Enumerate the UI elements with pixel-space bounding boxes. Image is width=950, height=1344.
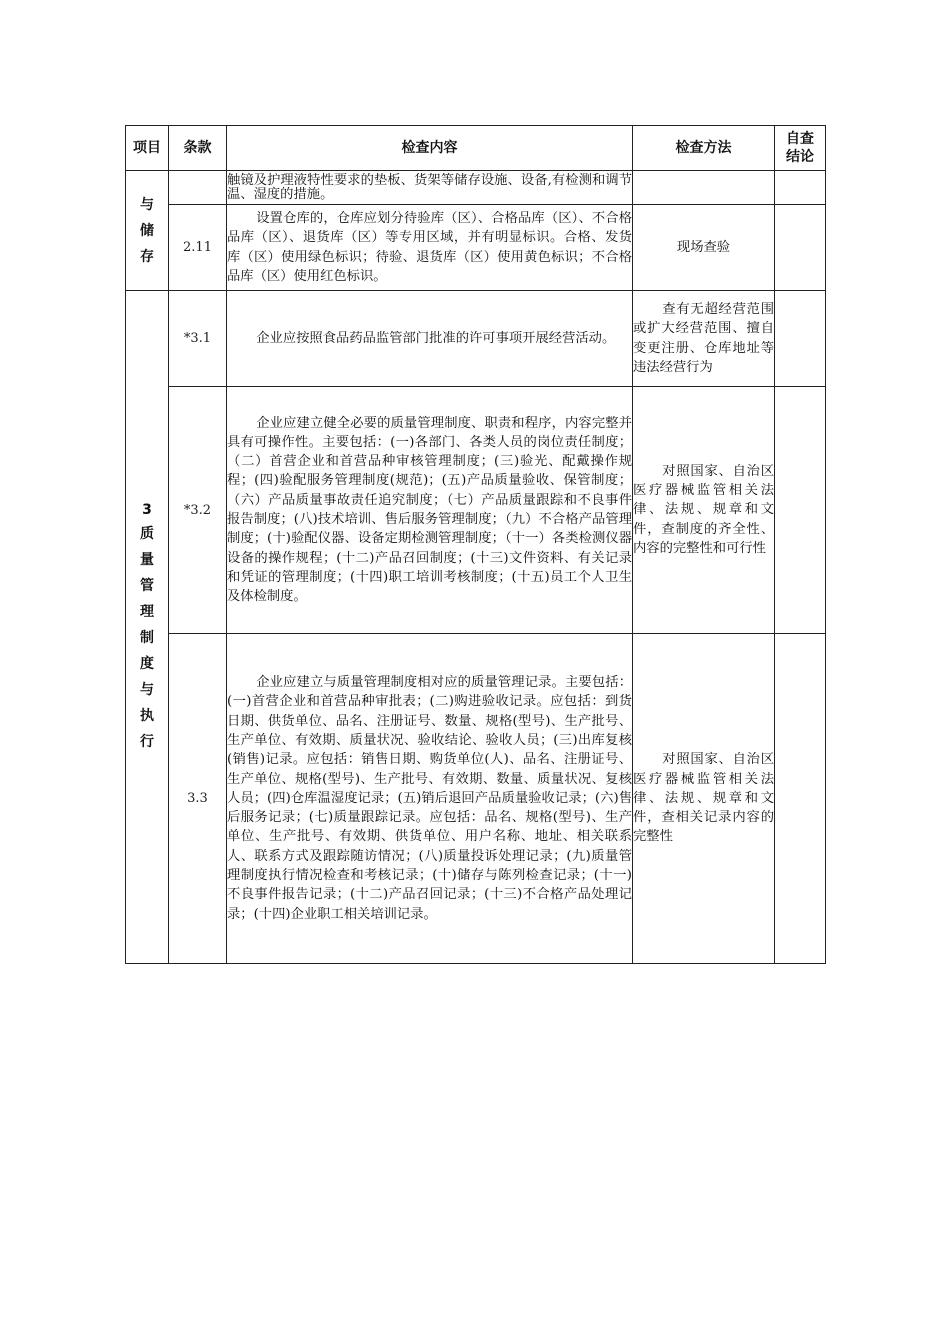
self-check-cell[interactable] xyxy=(775,291,826,387)
self-inspection-table xyxy=(125,125,826,964)
category-quality-number: 3 xyxy=(142,502,152,518)
method-cell xyxy=(633,171,775,205)
self-check-cell[interactable] xyxy=(775,171,826,205)
method-text: 对照国家、自治区医疗器械监管相关法律、法规、规章和文件，查制度的齐全性、内容的完整性和可行性 xyxy=(633,463,774,556)
table-row xyxy=(126,205,826,291)
method-text: 对照国家、自治区医疗器械监管相关法律、法规、规章和文件，查相关记录内容的完整性 xyxy=(633,752,774,845)
content-cell xyxy=(227,387,633,634)
header-item: 项目 xyxy=(126,126,169,171)
header-content: 检查内容 xyxy=(227,126,633,171)
self-check-cell[interactable] xyxy=(775,387,826,634)
content-text: 企业应建立健全必要的质量管理制度、职责和程序，内容完整并具有可操作性。主要包括：(一)各部门、各类人员的岗位责任制度；（二）首营企业和首营品种审核管理制度；(三)验光、配戴操作规程；(四)验配服务管理制度(规范)；(五)产品质量验收、保管制度；（六）产品质量事故责任追究制度；（七）产品质量跟踪和不良事件报告制度；(八)技术培训、售后服务管理制度；（九）不合格产品管理制度；(十)验配仪器、设备定期检测管理制度；（十一）各类检测仪器设备的操作规程；(十二)产品召回制度；(十三)文件资料、有关记录和凭证的管理制度；(十四)职工培训考核制度；(十五)员工个人卫生及体检制度。 xyxy=(227,415,632,605)
category-storage-label: 与储存 xyxy=(140,196,154,265)
self-check-cell[interactable] xyxy=(775,205,826,291)
header-self-check-line1: 自查 xyxy=(786,131,814,147)
clause-cell: 3.3 xyxy=(169,634,227,964)
clause-cell: 2.11 xyxy=(169,205,227,291)
method-cell: 现场查验 xyxy=(633,205,775,291)
content-cell xyxy=(227,205,633,291)
table-row xyxy=(126,387,826,634)
method-cell xyxy=(633,634,775,964)
content-text: 设置仓库的，仓库应划分待验库（区）、合格品库（区）、不合格品库（区）、退货库（区）等专用区域，并有明显标识。合格、发货库（区）使用绿色标识；待验、退货库（区）使用黄色标识；不合格品库（区）使用红色标识。 xyxy=(227,210,632,284)
header-self-check xyxy=(775,126,826,171)
content-cell: 触镜及护理液特性要求的垫板、货架等储存设施、设备,有检测和调节温、湿度的措施。 xyxy=(227,171,633,205)
header-row xyxy=(126,126,826,171)
category-storage xyxy=(126,171,169,291)
header-self-check-line2: 结论 xyxy=(786,149,814,165)
table-row xyxy=(126,171,826,205)
table-row xyxy=(126,291,826,387)
header-method: 检查方法 xyxy=(633,126,775,171)
method-cell xyxy=(633,291,775,387)
content-cell xyxy=(227,291,633,387)
clause-cell: *3.2 xyxy=(169,387,227,634)
self-check-cell[interactable] xyxy=(775,634,826,964)
content-text: 企业应建立与质量管理制度相对应的质量管理记录。主要包括：(一)首营企业和首营品种审批表；(二)购进验收记录。应包括：到货日期、供货单位、品名、注册证号、数量、规格(型号)、生产批号、生产单位、有效期、质量状况、验收结论、验收人员；(三)出库复核(销售)记录。应包括：销售日期、购货单位(人)、品名、注册证号、生产单位、规格(型号)、生产批号、有效期、数量、质量状况、复核人员；(四)仓库温湿度记录；(五)销后退回产品质量验收记录；(六)售后服务记录；(七)质量跟踪记录。应包括：品名、规格(型号)、生产单位、生产批号、有效期、供货单位、用户名称、地址、相关联系人、联系方式及跟踪随访情况；(八)质量投诉处理记录；(九)质量管理制度执行情况检查和考核记录；(十)储存与陈列检查记录；(十一)不良事件报告记录；(十二)产品召回记录；(十三)不合格产品处理记录；(十四)企业职工相关培训记录。 xyxy=(227,675,632,922)
category-quality xyxy=(126,291,169,964)
category-quality-label: 质量管理制度与执行 xyxy=(140,526,154,750)
table-row xyxy=(126,634,826,964)
method-text: 查有无超经营范围或扩大经营范围、擅自变更注册、仓库地址等违法经营行为 xyxy=(633,301,774,375)
content-text: 企业应按照食品药品监管部门批准的许可事项开展经营活动。 xyxy=(256,330,616,346)
header-clause: 条款 xyxy=(169,126,227,171)
method-cell xyxy=(633,387,775,634)
clause-cell xyxy=(169,171,227,205)
content-cell xyxy=(227,634,633,964)
clause-cell: *3.1 xyxy=(169,291,227,387)
